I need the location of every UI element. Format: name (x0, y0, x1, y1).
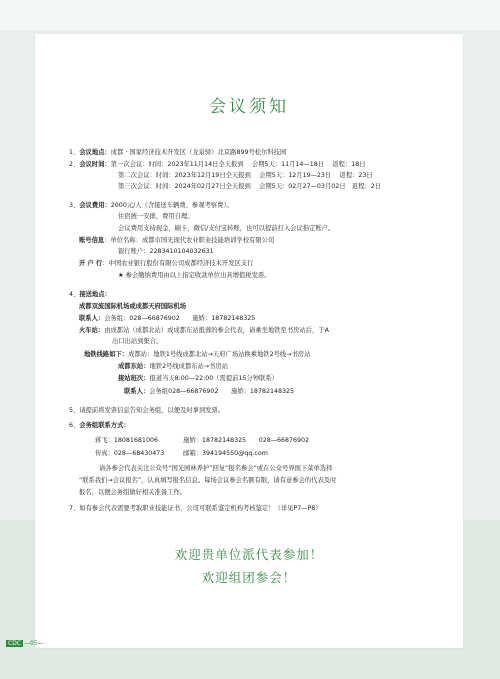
train-station (79, 326, 329, 335)
document-page (35, 34, 463, 648)
section-invoice (69, 406, 224, 415)
shuttle-contact (124, 387, 294, 396)
airport-contact (79, 314, 255, 323)
bank-info (79, 259, 253, 268)
section-contact (69, 421, 130, 430)
contact-text: 会务组：028—66876902 施娇：18782148325 (104, 315, 256, 322)
section-text: 请提前将发票信息告知会务组，以便及时拿到发票。 (79, 407, 225, 414)
page-title: 会议须知 (209, 97, 289, 117)
section-time (69, 160, 366, 169)
section-number: 1、 (69, 149, 80, 156)
section-location (69, 148, 286, 157)
section-label: 会议地点： (79, 149, 111, 156)
train-label: 火车站： (79, 327, 105, 334)
section-text: 如有参会代表需要考取职业技能证书，公司可联系鉴定机构考核鉴定！（详见P7—P8） (79, 505, 322, 512)
metro-north-text: 成都站：地铁1号线成都北站→天府广场站换乘地铁2号线→书房站 (128, 351, 311, 358)
fee-amount: 2000元/人（含接送车辆费、参观考察费）。 (110, 202, 233, 209)
page-number: —05— (24, 640, 44, 647)
meeting-3: 第三次会议：时间：2024年02月27日全天报到 会期5天：02月27—03月02日 返程：2日 (118, 183, 382, 190)
contact-row-2: 传真：028—68430473 邮箱：394194550@qq.com (95, 450, 268, 457)
contact-row-1: 蒋飞：18081681006 施娇：18782148325 028—66876902 (95, 437, 310, 444)
section-number: 5、 (69, 407, 80, 414)
meeting-1: 第一次会议：时间：2023年11月14日全天报到 会期5天：11月14—18日 返程：18日 (110, 161, 366, 168)
section-text: 成都 · 国家经济技术开发区（龙泉驿）北京路899号松尔科技园 (110, 149, 287, 156)
account-label: 账号信息 (79, 237, 105, 244)
contact-text: 会务组028—66876902 施娇：18782148325 (149, 388, 294, 395)
fee-line: 住宿统一安排，费用自理。 (118, 213, 194, 220)
train-text: 由成都站（成都北站）或成都东站抵蓉的参会代表，请乘坐地铁至书房站后，于A (104, 327, 329, 334)
airport-title: 成都双流国际机场或成都天府国际机场 (79, 303, 187, 310)
welcome-line-2: 欢迎组团参会！ (201, 570, 297, 585)
account-number: 银行账户：2283410104032631 (118, 248, 214, 255)
signup-para-1: 请各参会代表关注公众号“国光园林养护”回复“报名参会”或在公众号界面下菜单选择 (99, 465, 333, 472)
shuttle-label: 接站班次： (118, 375, 150, 382)
fee-note: ★ 参会缴纳费用由以上指定收款单位出具增值税发票。 (118, 272, 271, 279)
section-label: 会务组联系方式： (79, 422, 130, 429)
section-number: 4、 (69, 291, 80, 298)
bank-name: ：中国农业银行股份有限公司成都经济技术开发区支行 (102, 260, 254, 267)
metro-line-east (118, 362, 228, 371)
contact-label: 联系人： (79, 315, 105, 322)
section-number: 2、 (69, 161, 80, 168)
section-certificate (69, 504, 322, 513)
footer-logo: CDC (8, 640, 21, 647)
section-number: 6、 (69, 422, 80, 429)
metro-east-text: 地铁2号线成都东站→书房站 (149, 363, 229, 370)
section-number: 3、 (69, 202, 80, 209)
shuttle-text: 报道当天8:00—22:00（需提前15分钟联系） (149, 375, 278, 382)
fee-line: 会议费用支持现金，刷卡，微信/支付宝转账，也可以提前打入会议指定账户。 (118, 225, 335, 232)
metro-label: 地铁线路如下： (84, 351, 129, 358)
section-number: 7、 (69, 505, 80, 512)
metro-east-label: 成都东站： (118, 363, 150, 370)
signup-para-3: 报名，以便会务组做好相关准备工作。 (79, 489, 187, 496)
section-transfer (69, 290, 111, 299)
background-top (0, 0, 500, 30)
welcome-line-1: 欢迎贵单位派代表参加！ (174, 547, 324, 562)
section-label: 会议费用： (79, 202, 111, 209)
shuttle-schedule (118, 374, 278, 383)
section-fee (69, 201, 233, 210)
meeting-2: 第二次会议：时间：2023年12月19日全天报到 会期5天：12月19—23日 返程：23日 (118, 172, 373, 179)
section-label: 会议时间： (79, 161, 111, 168)
account-info (79, 236, 274, 245)
signup-para-2: “联系我们→会议报名”，认真填写报名信息。每场会议参会名额有限，请有意参会的代表及时 (79, 477, 337, 484)
contact-label: 联系人： (124, 388, 150, 395)
train-text-cont: 出口出站到集合。 (112, 338, 163, 345)
page-footer (6, 640, 44, 647)
section-label: 接送地点： (79, 291, 111, 298)
account-name: ：单位名称：成都市国光现代农业职业技能培训学校有限公司 (104, 237, 275, 244)
bank-label: 开 户 行 (79, 260, 103, 267)
metro-line-north (84, 350, 310, 359)
